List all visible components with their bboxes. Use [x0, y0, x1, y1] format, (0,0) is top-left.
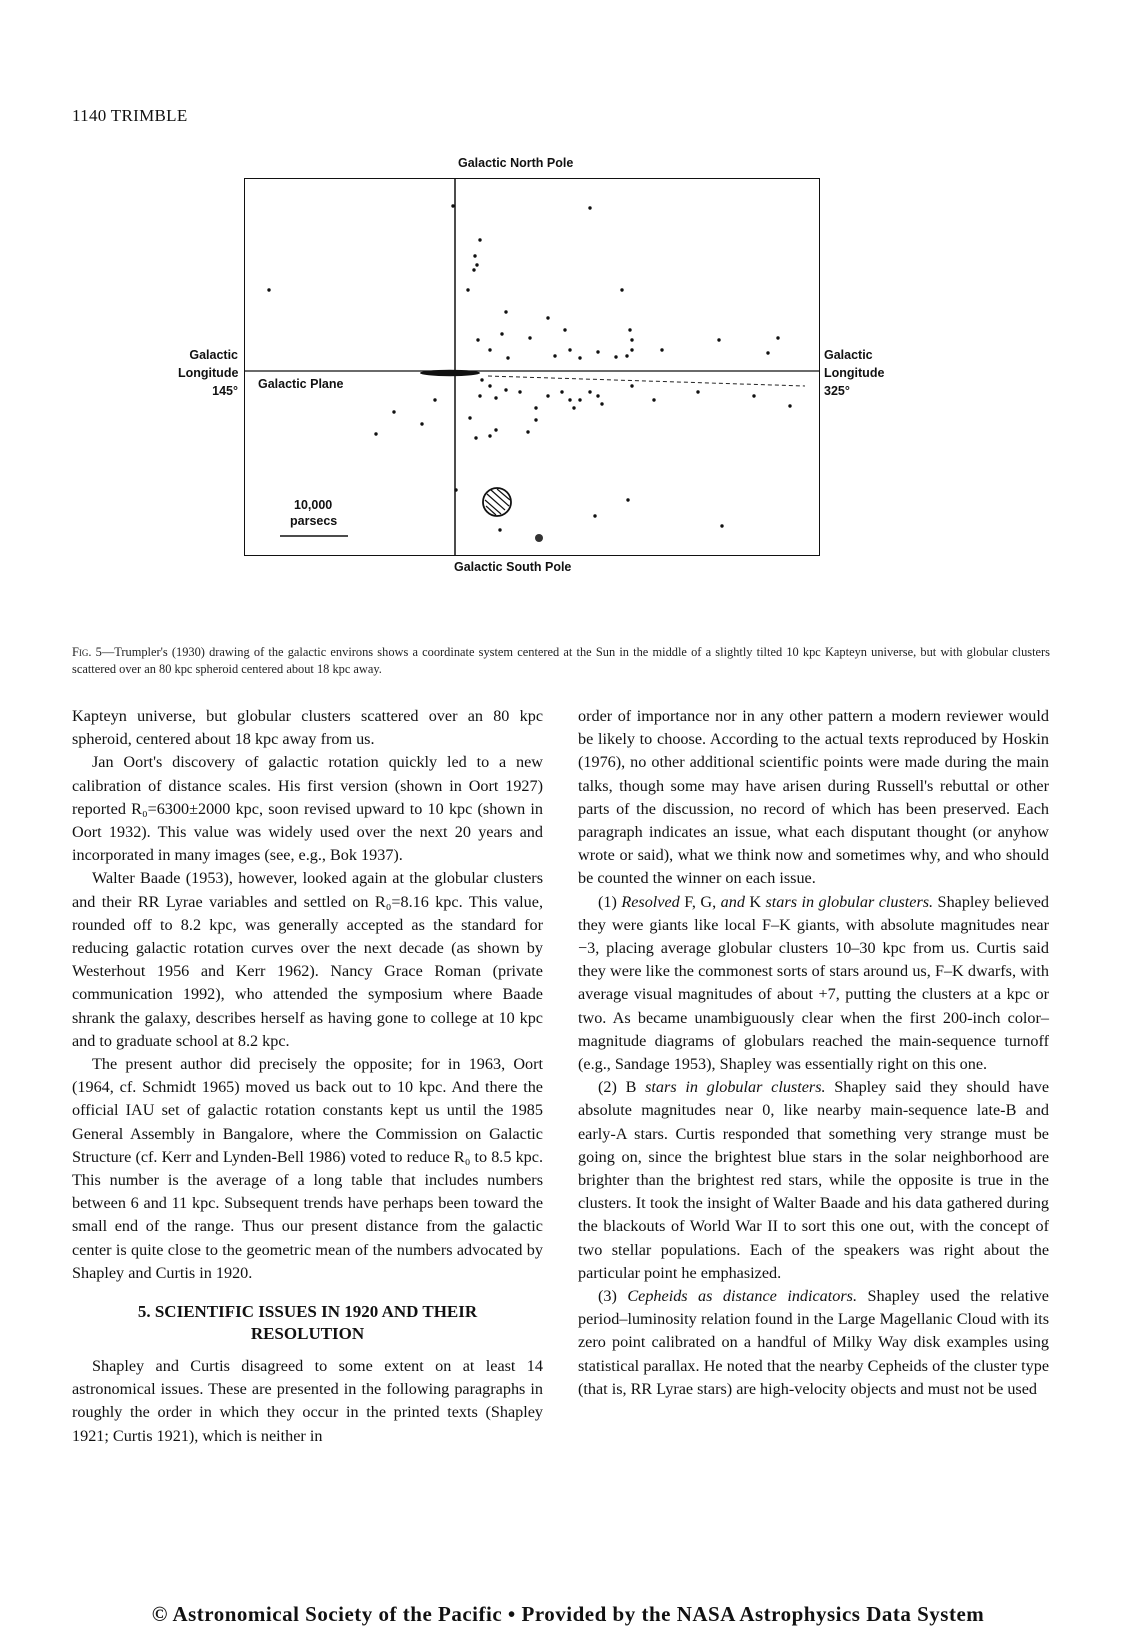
- caption-text: —Trumpler's (1930) drawing of the galactic environs shows a coordinate system centered at the Sun in the middle of a slightly tilted 10 kpc Kapteyn universe, but with globular clusters scattered over an 80 kpc spheroid centered about 18 kpc away.: [72, 645, 1050, 676]
- issue-body-2: Shapley said they should have absolute magnitudes near 0, like nearby main-sequence late-B and early-A stars. Curtis responded that something very strange must be going on, since the brightest blue stars in the solar neighborhood are brighter than the brightest red stars, while the opposite is true in the clusters. It took the insight of Walter Baade and his data gathered during the blackouts of World War II to sort this one out, with the concept of two stellar populations. Each of the speakers was right about the particular point he emphasized.: [578, 1078, 1050, 1282]
- cluster-dot: [717, 338, 720, 341]
- cluster-dot: [518, 390, 521, 393]
- south-pole-label: Galactic South Pole: [454, 560, 572, 574]
- issue-title-3: Cepheids as distance indicators.: [627, 1287, 858, 1306]
- cluster-dot: [451, 204, 454, 207]
- issue-title-1c: and: [720, 892, 745, 911]
- cluster-dot: [488, 434, 491, 437]
- cluster-dot: [776, 336, 779, 339]
- running-head: 1140 TRIMBLE: [72, 106, 188, 125]
- cluster-dot: [766, 351, 769, 354]
- cluster-dot: [500, 332, 503, 335]
- cluster-dot: [534, 406, 537, 409]
- cluster-dot: [454, 488, 457, 491]
- cluster-dot: [553, 354, 556, 357]
- small-cluster: [535, 534, 543, 542]
- issue-body-1: Shapley believed they were giants like local F–K giants, with absolute magnitudes near −3, placing average globular clusters 10–30 kpc from us. Curtis said they were like the commonest sorts of stars around us, F–K dwarfs, with average visual magnitudes of about +7, putting the clusters at a kpc or two. As became unambiguously clear when the first 200-inch color–magnitude diagrams of globulars reached the main-sequence turnoff (e.g., Sandage 1953), Shapley was essentially right on this one.: [578, 892, 1049, 1074]
- cluster-dot: [572, 406, 575, 409]
- cluster-dot: [267, 288, 270, 291]
- cluster-dot: [478, 394, 481, 397]
- right-paragraph-4: [578, 1285, 1049, 1401]
- caption-prefix: Fig. 5: [72, 645, 102, 659]
- cluster-dot: [560, 390, 563, 393]
- left-paragraph-5: Shapley and Curtis disagreed to some extent on at least 14 astronomical issues. These are presented in the following paragraphs in roughly the order in which they occur in the printed texts (Shapley 1921; Curtis 1921), which is neither in: [72, 1357, 543, 1445]
- cluster-dot: [528, 336, 531, 339]
- cluster-dot: [475, 263, 478, 266]
- cluster-dot: [614, 355, 617, 358]
- left-label-line-2: Longitude: [178, 366, 239, 380]
- cluster-dot: [504, 310, 507, 313]
- cluster-dot: [752, 394, 755, 397]
- left-column: [72, 705, 543, 1448]
- cluster-dot: [494, 428, 497, 431]
- cluster-dot: [578, 398, 581, 401]
- cluster-dot: [478, 238, 481, 241]
- left-paragraph-3: Walter Baade (1953), however, looked again at the globular clusters and their RR Lyrae variables and settled on R₀=8.16 kpc. This value, rounded off to 8.2 kpc, was generally accepted as the standard for reducing galactic rotation curves over the next decade (as shown by Westerhout 1956 and Kerr 1962). Nancy Grace Roman (private communication 1992), who attended the symposium where Baade shrank the galaxy, describes herself as having gone to college at 10 kpc and to graduate school at 8.2 kpc.: [72, 869, 543, 1050]
- left-paragraph-2: Jan Oort's discovery of galactic rotation quickly led to a new calibration of distance scales. His first version (shown in Oort 1927) reported R₀=6300±2000 kpc, soon revised upward to 10 kpc (shown in Oort 1932). This value was widely used over the next 20 years and incorporated in many images (see, e.g., Bok 1937).: [72, 753, 543, 865]
- cluster-dot: [488, 384, 491, 387]
- kapteyn-universe-lens: [420, 370, 480, 376]
- issue-number-3: (3): [598, 1287, 628, 1306]
- cluster-dot: [498, 528, 501, 531]
- issue-title-1a: Resolved: [621, 892, 680, 911]
- cluster-dot: [720, 524, 723, 527]
- cluster-dot: [630, 338, 633, 341]
- cluster-dot: [494, 396, 497, 399]
- right-paragraph-1: order of importance nor in any other pattern a modern reviewer would be likely to choose. According to the actual texts reproduced by Hoskin (1976), no other additional scientific points were made during the main talks, though some may have arisen during Russell's rebuttal or other parts of the discussion, no record of which has been preserved. Each paragraph indicates an issue, what each disputant thought (or anyhow wrote or said), what we think now and sometimes why, and who should be counted the winner on each issue.: [578, 707, 1049, 888]
- footer-credit: © Astronomical Society of the Pacific • Provided by the NASA Astrophysics Data System: [151, 1602, 985, 1626]
- left-paragraph-4: The present author did precisely the opposite; for in 1963, Oort (1964, cf. Schmidt 1965) moved us back out to 10 kpc. And there the official IAU set of galactic rotation constants kept us until the 1985 General Assembly in Bangalore, where the Commission on Galactic Structure (cf. Kerr and Lynden-Bell 1986) voted to reduce R₀ to 8.5 kpc. This number is the average of a long table that includes numbers between 6 and 11 kpc. Subsequent trends have perhaps been toward the small end of the range. Thus our present distance from the galactic center is quite close to the geometric mean of the numbers advocated by Shapley and Curtis in 1920.: [72, 1055, 543, 1282]
- cluster-dot: [626, 498, 629, 501]
- cluster-dot: [534, 418, 537, 421]
- issue-title-1d: K: [744, 892, 766, 911]
- north-pole-label: Galactic North Pole: [458, 156, 574, 170]
- globular-clusters: [267, 204, 791, 531]
- right-column: [578, 705, 1049, 1401]
- cluster-dot: [696, 390, 699, 393]
- cluster-dot: [588, 206, 591, 209]
- cluster-dot: [392, 410, 395, 413]
- issue-body-3: Shapley used the relative period–luminosity relation found in the Large Magellanic Cloud with its zero point calibrated on a handful of Milky Way disk examples using statistical parallax. He noted that the nearby Cepheids of the cluster type (that is, RR Lyrae stars) are high-velocity objects and must not be used: [578, 1287, 1049, 1398]
- left-label-line-1: Galactic: [189, 348, 238, 362]
- issue-title-1b: F, G,: [679, 892, 721, 911]
- cluster-dot: [788, 404, 791, 407]
- cluster-dot: [488, 348, 491, 351]
- cluster-dot: [506, 356, 509, 359]
- cluster-dot: [480, 378, 483, 381]
- cluster-dot: [660, 348, 663, 351]
- figure-trumpler-drawing: [170, 156, 950, 610]
- cluster-dot: [466, 288, 469, 291]
- cluster-dot: [374, 432, 377, 435]
- cluster-dot: [563, 328, 566, 331]
- cluster-dot: [600, 402, 603, 405]
- cluster-dot: [468, 416, 471, 419]
- scale-label-unit: parsecs: [290, 514, 338, 528]
- galactic-plane-label: Galactic Plane: [258, 377, 344, 391]
- cluster-dot: [472, 268, 475, 271]
- issue-number-2: (2) B: [598, 1078, 646, 1097]
- right-label-line-3: 325°: [824, 384, 850, 398]
- cluster-dot: [504, 388, 507, 391]
- cluster-dot: [652, 398, 655, 401]
- cluster-dot: [433, 398, 436, 401]
- cluster-dot: [593, 514, 596, 517]
- cluster-dot: [473, 254, 476, 257]
- cluster-dot: [476, 338, 479, 341]
- scale-label-number: 10,000: [294, 498, 333, 512]
- cluster-dot: [420, 422, 423, 425]
- cluster-dot: [596, 350, 599, 353]
- section-heading: 5. SCIENTIFIC ISSUES IN 1920 AND THEIR RESOLUTION: [137, 1302, 478, 1344]
- cluster-dot: [568, 398, 571, 401]
- right-paragraph-2: [578, 891, 1049, 1077]
- cluster-dot: [578, 356, 581, 359]
- cluster-dot: [546, 316, 549, 319]
- cluster-dot: [474, 436, 477, 439]
- left-label-line-3: 145°: [212, 384, 238, 398]
- issue-title-2: stars in globular clusters.: [645, 1078, 826, 1097]
- cluster-dot: [588, 390, 591, 393]
- figure-caption: [72, 644, 1050, 678]
- cluster-dot: [596, 394, 599, 397]
- cluster-dot: [568, 348, 571, 351]
- cluster-dot: [526, 430, 529, 433]
- cluster-dot: [630, 384, 633, 387]
- cluster-dot: [625, 354, 628, 357]
- right-label-line-2: Longitude: [824, 366, 885, 380]
- left-paragraph-1: Kapteyn universe, but globular clusters scattered over an 80 kpc spheroid, centered about 18 kpc away from us.: [72, 707, 543, 749]
- cluster-dot: [628, 328, 631, 331]
- cluster-dot: [546, 394, 549, 397]
- issue-number-1: (1): [598, 892, 622, 911]
- issue-title-1e: stars in globular clusters.: [765, 892, 934, 911]
- right-label-line-1: Galactic: [824, 348, 873, 362]
- cluster-dot: [630, 348, 633, 351]
- right-paragraph-3: [578, 1076, 1049, 1285]
- cluster-dot: [620, 288, 623, 291]
- galactic-plane-line: [488, 376, 805, 386]
